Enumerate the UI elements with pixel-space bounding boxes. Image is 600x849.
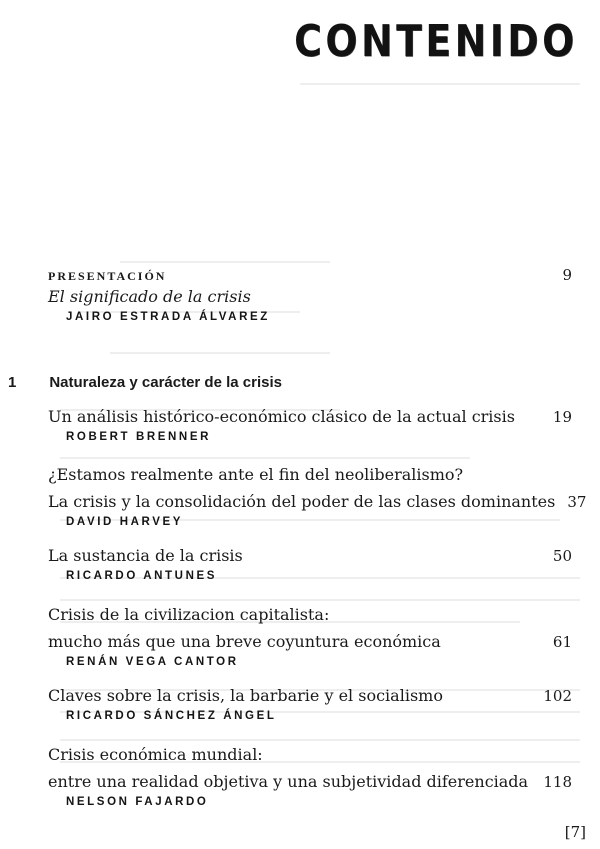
section-number: 1 <box>8 374 17 391</box>
entry-title-line <box>48 604 572 626</box>
presentation-heading: PRESENTACIÓN <box>48 269 167 283</box>
author-name: ROBERT BRENNER <box>66 431 212 443</box>
entry-title-line <box>48 464 572 486</box>
author-name: NELSON FAJARDO <box>66 796 209 808</box>
folio-page-number: [7] <box>564 823 586 841</box>
page-number: 102 <box>543 687 572 705</box>
entry-title: La sustancia de la crisis <box>48 546 243 565</box>
page-number: 19 <box>552 408 572 426</box>
toc-entry <box>48 464 587 531</box>
entry-title-line <box>48 491 587 513</box>
entry-title: entre una realidad objetiva y una subjetividad diferenciada <box>48 772 529 791</box>
entry-title-line <box>48 744 572 766</box>
author-name: JAIRO ESTRADA ÁLVAREZ <box>66 311 270 323</box>
entry-title: ¿Estamos realmente ante el fin del neoliberalismo? <box>48 465 464 484</box>
presentation-heading-line <box>48 264 572 286</box>
toc-entry-presentation <box>48 264 572 326</box>
author-name: DAVID HARVEY <box>66 516 184 528</box>
author-name: RENÁN VEGA CANTOR <box>66 656 239 668</box>
entry-title-line <box>48 771 572 793</box>
author-name: RICARDO SÁNCHEZ ÁNGEL <box>66 710 277 722</box>
page-number: 9 <box>562 266 572 284</box>
entry-title-line <box>48 545 572 567</box>
page-number: 118 <box>543 773 572 791</box>
entry-title-line <box>48 685 572 707</box>
page-title: CONTENIDO <box>294 16 578 67</box>
entry-title: Un análisis histórico-económico clásico de la actual crisis <box>48 407 515 426</box>
toc-entry <box>48 685 572 725</box>
toc-entry <box>48 406 572 446</box>
entry-title-line <box>48 406 572 428</box>
toc-entry <box>48 744 572 811</box>
toc-entry <box>48 545 572 585</box>
page-number: 61 <box>552 633 572 651</box>
page-number: 37 <box>567 493 587 511</box>
toc-entry <box>48 604 572 671</box>
section-title: Naturaleza y carácter de la crisis <box>49 374 282 391</box>
presentation-subtitle: El significado de la crisis <box>48 287 251 306</box>
author-name: RICARDO ANTUNES <box>66 570 218 582</box>
entry-title: La crisis y la consolidación del poder de las clases dominantes <box>48 492 556 511</box>
page-number: 50 <box>552 547 572 565</box>
section-heading <box>8 373 282 393</box>
entry-title: Crisis económica mundial: <box>48 745 263 764</box>
entry-title: Crisis de la civilizacion capitalista: <box>48 605 330 624</box>
entry-title: mucho más que una breve coyuntura económica <box>48 632 441 651</box>
entry-title: Claves sobre la crisis, la barbarie y el socialismo <box>48 686 443 705</box>
entry-title-line <box>48 631 572 653</box>
